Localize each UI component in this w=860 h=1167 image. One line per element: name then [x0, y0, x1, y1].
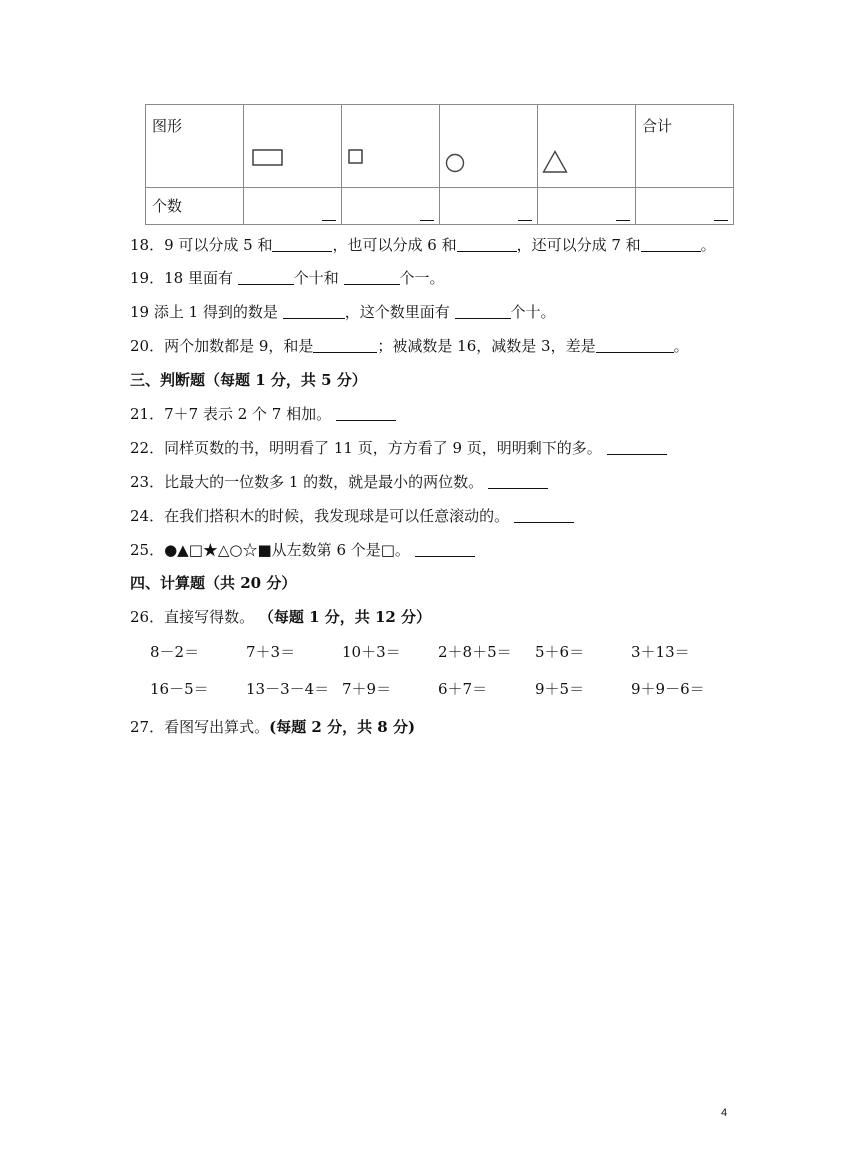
calc-item: 3＋13＝: [631, 643, 690, 661]
answer-blank[interactable]: [457, 237, 517, 252]
question-21: 21．7＋7 表示 2 个 7 相加。: [130, 404, 396, 424]
calc-item: 10＋3＝: [342, 643, 401, 661]
rectangle-icon: [252, 149, 284, 167]
answer-blank[interactable]: [336, 406, 396, 421]
answer-blank[interactable]: [616, 219, 630, 221]
answer-blank[interactable]: [322, 219, 336, 221]
shape-row: [146, 105, 734, 188]
question-19a: 19．18 里面有 个十和 个一。: [130, 269, 445, 287]
answer-blank[interactable]: [596, 338, 674, 353]
calc-item: 13－3－4＝: [246, 680, 330, 698]
calc-item: 9＋9－6＝: [631, 680, 705, 698]
calc-item: 5＋6＝: [535, 643, 585, 661]
question-23: 23．比最大的一位数多 1 的数，就是最小的两位数。: [130, 472, 548, 492]
section-3-heading: 三、判断题（每题 1 分，共 5 分）: [130, 371, 367, 389]
answer-blank[interactable]: [455, 304, 511, 319]
circle-icon: [445, 153, 465, 173]
calc-item: 7＋3＝: [246, 643, 296, 661]
answer-blank[interactable]: [488, 474, 548, 489]
calc-item: 7＋9＝: [342, 680, 392, 698]
question-20: 20．两个加数都是 9，和是 ；被减数是 16，减数是 3，差是 。: [130, 337, 689, 355]
question-27: 27．看图写出算式。(每题 2 分，共 8 分): [130, 718, 416, 736]
question-26: 26．直接写得数。 （每题 1 分，共 12 分）: [130, 608, 432, 626]
section-4-heading: 四、计算题（共 20 分）: [130, 574, 297, 592]
answer-blank[interactable]: [518, 219, 532, 221]
answer-blank[interactable]: [415, 542, 475, 557]
count-row-label: 个数: [152, 197, 183, 215]
question-25: 25．●▲□★△○☆■从左数第 6 个是□。: [130, 540, 475, 560]
triangle-icon: [542, 150, 568, 174]
calc-item: 9＋5＝: [535, 680, 585, 698]
answer-blank[interactable]: [514, 508, 574, 523]
question-22: 22．同样页数的书，明明看了 11 页，方方看了 9 页，明明剩下的多。: [130, 438, 667, 458]
question-18: 18．9 可以分成 5 和 ，也可以分成 6 和 ，还可以分成 7 和 。: [130, 236, 716, 254]
shape-count-table: [145, 104, 734, 225]
answer-blank[interactable]: [641, 237, 701, 252]
answer-blank[interactable]: [283, 304, 345, 319]
shape-row-label: 图形: [152, 117, 183, 135]
calc-item: 6＋7＝: [438, 680, 488, 698]
calc-item: 8－2＝: [150, 643, 200, 661]
total-label: 合计: [642, 117, 673, 135]
count-row: [146, 188, 734, 225]
answer-blank[interactable]: [272, 237, 332, 252]
answer-blank[interactable]: [238, 270, 294, 285]
answer-blank[interactable]: [313, 338, 377, 353]
answer-blank[interactable]: [344, 270, 400, 285]
answer-blank[interactable]: [607, 440, 667, 455]
question-24: 24．在我们搭积木的时候，我发现球是可以任意滚动的。: [130, 506, 574, 526]
answer-blank[interactable]: [714, 219, 728, 221]
square-icon: [348, 149, 364, 165]
calc-item: 16－5＝: [150, 680, 209, 698]
page-number: 4: [721, 1107, 728, 1119]
answer-blank[interactable]: [420, 219, 434, 221]
question-19b: 19 添上 1 得到的数是 ，这个数里面有 个十。: [130, 303, 556, 321]
calc-item: 2＋8＋5＝: [438, 643, 512, 661]
